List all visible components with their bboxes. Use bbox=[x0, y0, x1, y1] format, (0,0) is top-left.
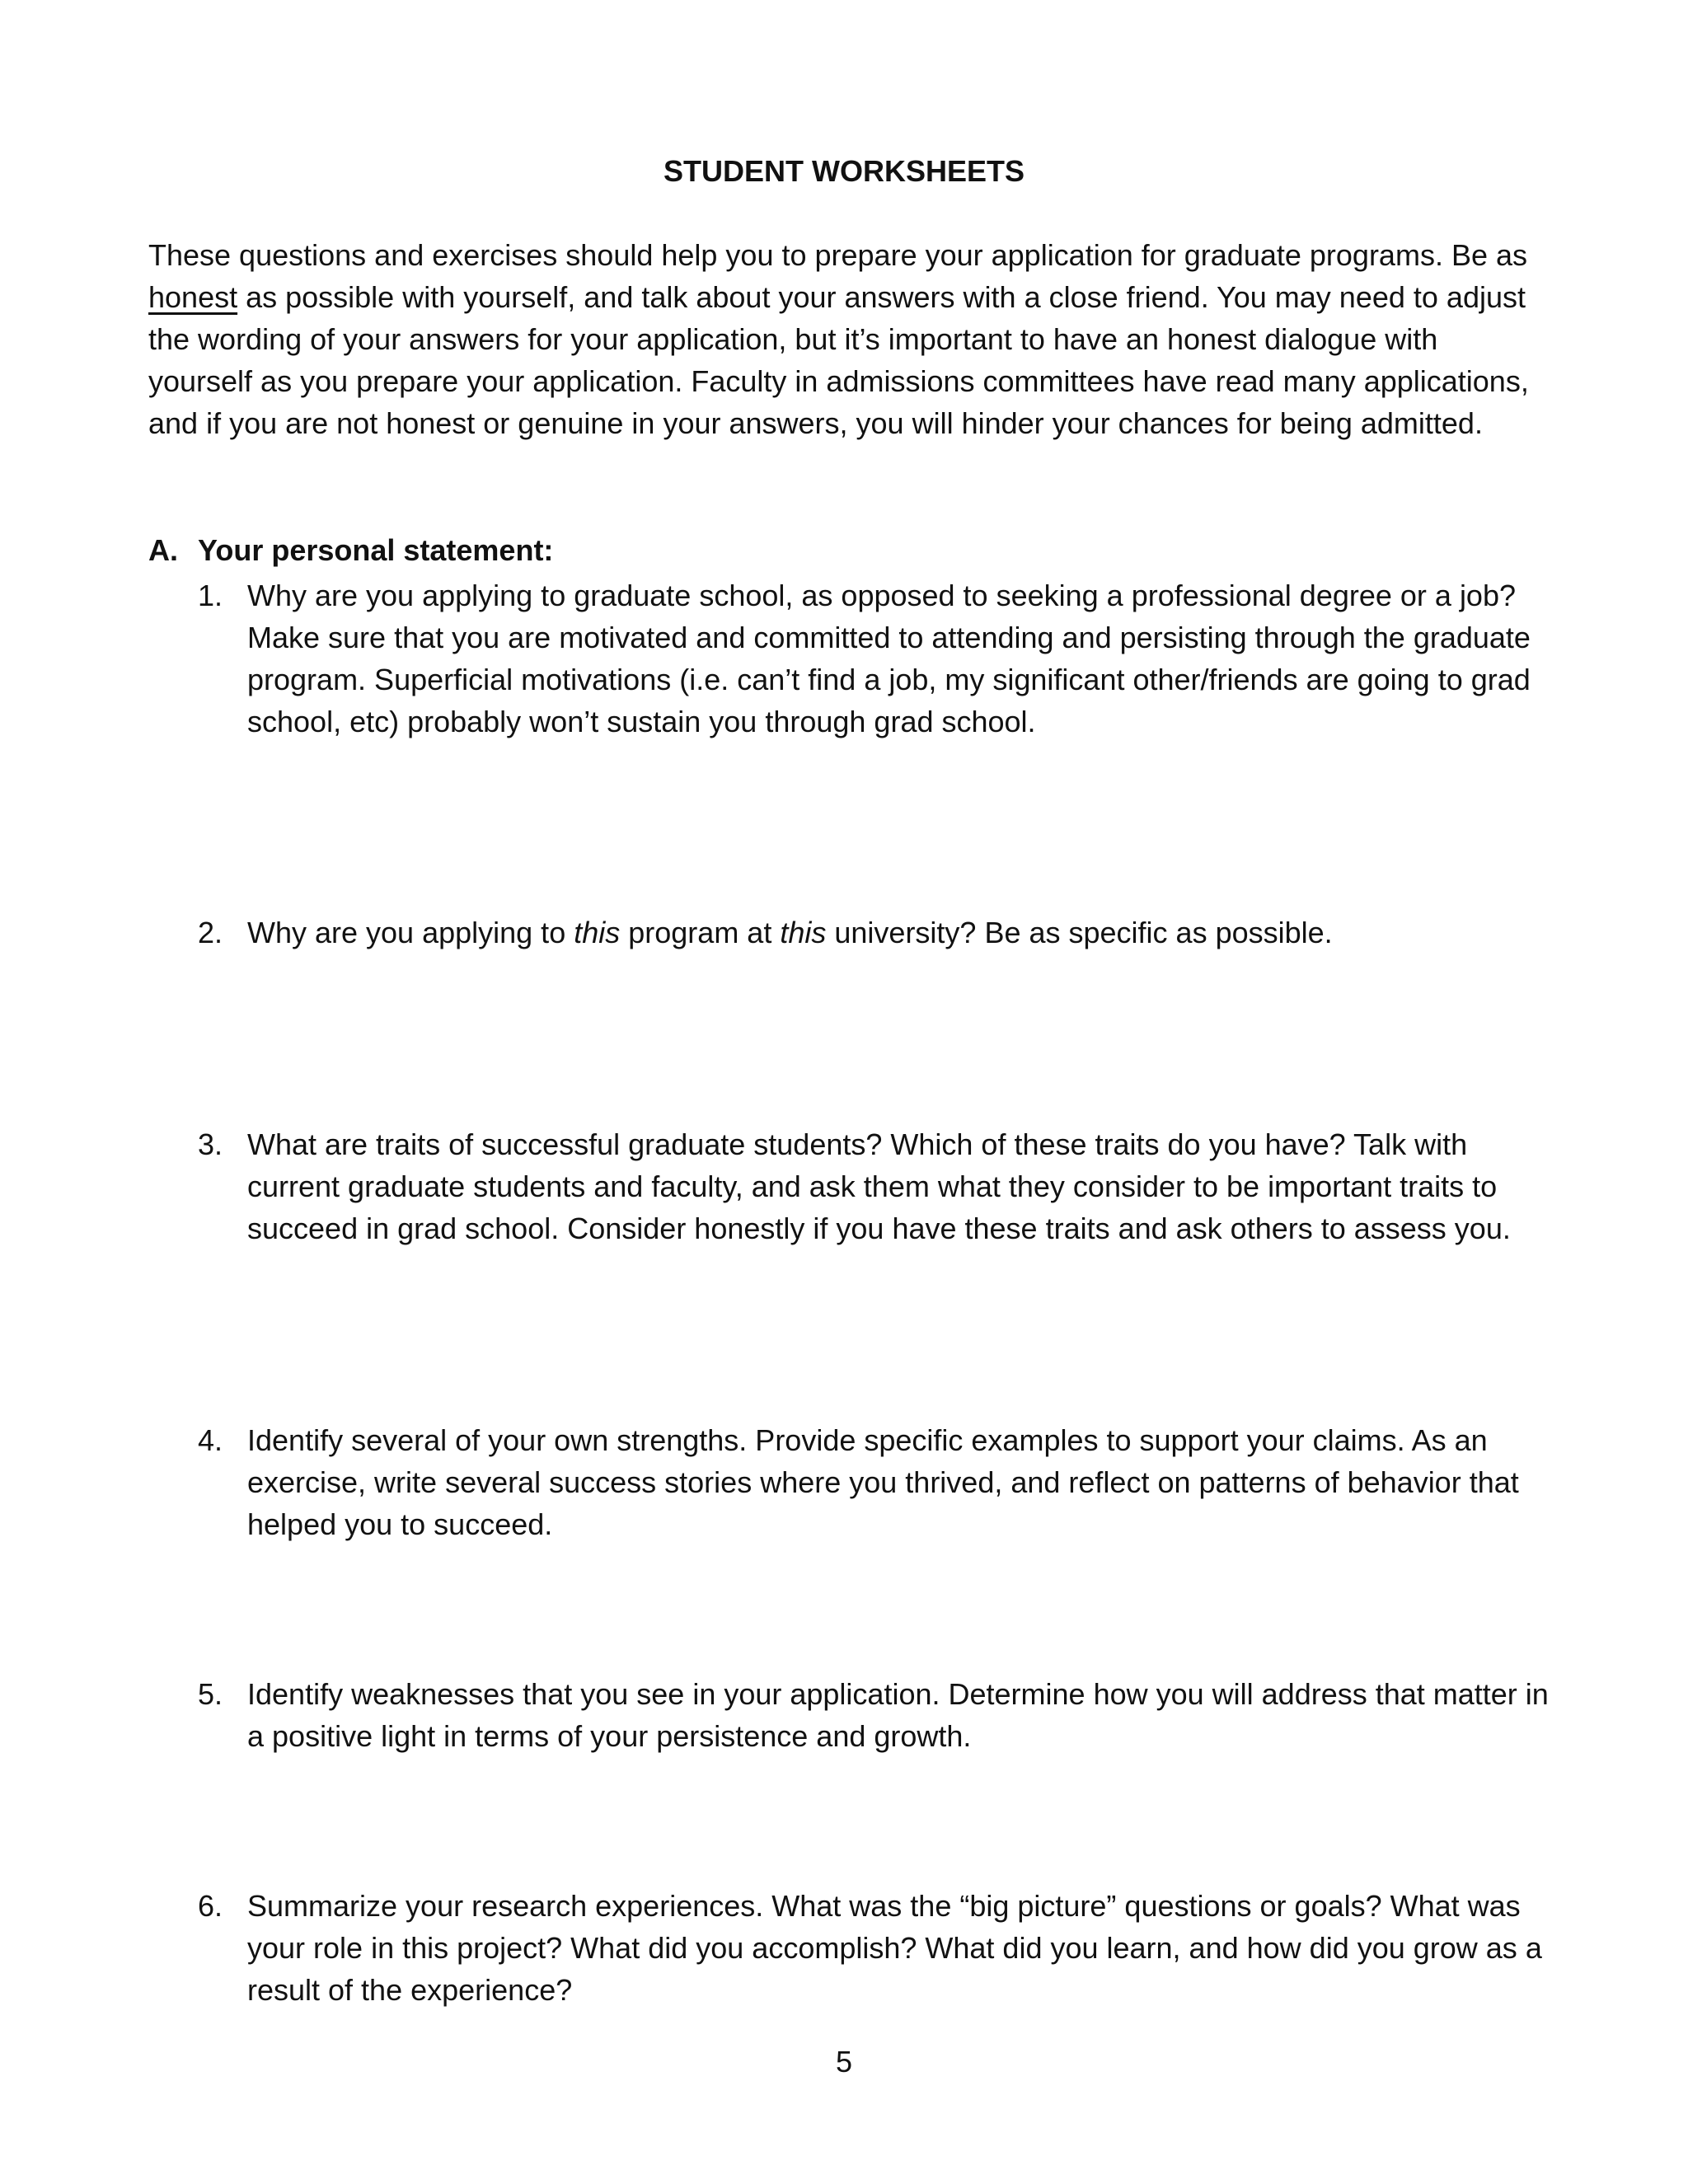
question-number: 6. bbox=[198, 1889, 223, 1923]
question-emphasis: this bbox=[780, 916, 827, 949]
question-number: 2. bbox=[198, 916, 223, 949]
question-number: 1. bbox=[198, 579, 223, 612]
page-number: 5 bbox=[835, 2045, 853, 2079]
question-text-part: Why are you applying to bbox=[247, 916, 574, 949]
question-emphasis: this bbox=[574, 916, 621, 949]
question-text: Summarize your research experiences. What was the “big picture” questions or goals? What was your role in this project? What did you accomplish? What did you learn, and how did you grow as a result of the experience? bbox=[247, 1889, 1542, 2007]
question-text: Why are you applying to graduate school, as opposed to seeking a professional degree or a job? Make sure that you are motivated and committed to attending and persisting through the graduate program. Superficial motivations (i.e. can’t find a job, my significant other/friends are going to grad school, etc) probably won’t sustain you through grad school. bbox=[247, 579, 1531, 738]
intro-underlined-word: honest bbox=[148, 280, 238, 314]
question-text-part: program at bbox=[620, 916, 781, 949]
page-title: STUDENT WORKSHEETS bbox=[663, 154, 1025, 188]
question-item bbox=[198, 574, 1550, 743]
question-item bbox=[198, 1673, 1550, 1757]
intro-text-part1: These questions and exercises should help you to prepare your application for graduate programs. Be as bbox=[148, 238, 1527, 272]
intro-text-part2: as possible with yourself, and talk about your answers with a close friend. You may need to adjust the wording of your answers for your application, but it’s important to have an honest dialogue with yourself as you prepare your application. Faculty in admissions committees have read many applications, and if you are not honest or genuine in your answers, you will hinder your chances for being admitted. bbox=[148, 280, 1529, 440]
question-number: 5. bbox=[198, 1677, 223, 1711]
question-item bbox=[198, 1885, 1550, 2011]
question-text: What are traits of successful graduate students? Which of these traits do you have? Talk with current graduate students and faculty, and ask them what they consider to be important traits to succeed in grad school. Consider honestly if you have these traits and ask others to assess you. bbox=[247, 1127, 1511, 1245]
question-item bbox=[198, 1419, 1550, 1545]
section-title: Your personal statement: bbox=[198, 533, 554, 567]
question-number: 4. bbox=[198, 1423, 223, 1457]
question-text-part: university? Be as specific as possible. bbox=[826, 916, 1333, 949]
intro-paragraph bbox=[148, 234, 1541, 444]
section-letter: A. bbox=[148, 533, 178, 567]
question-text: Identify weaknesses that you see in your application. Determine how you will address that matter in a positive light in terms of your persistence and growth. bbox=[247, 1677, 1549, 1753]
section-heading bbox=[148, 531, 553, 570]
question-number: 3. bbox=[198, 1127, 223, 1161]
question-item bbox=[198, 1123, 1550, 1249]
question-text: Identify several of your own strengths. Provide specific examples to support your claims. As an exercise, write several success stories where you thrived, and reflect on patterns of behavior that helped you to succeed. bbox=[247, 1423, 1519, 1541]
question-text bbox=[247, 912, 1550, 954]
question-item bbox=[198, 912, 1550, 954]
